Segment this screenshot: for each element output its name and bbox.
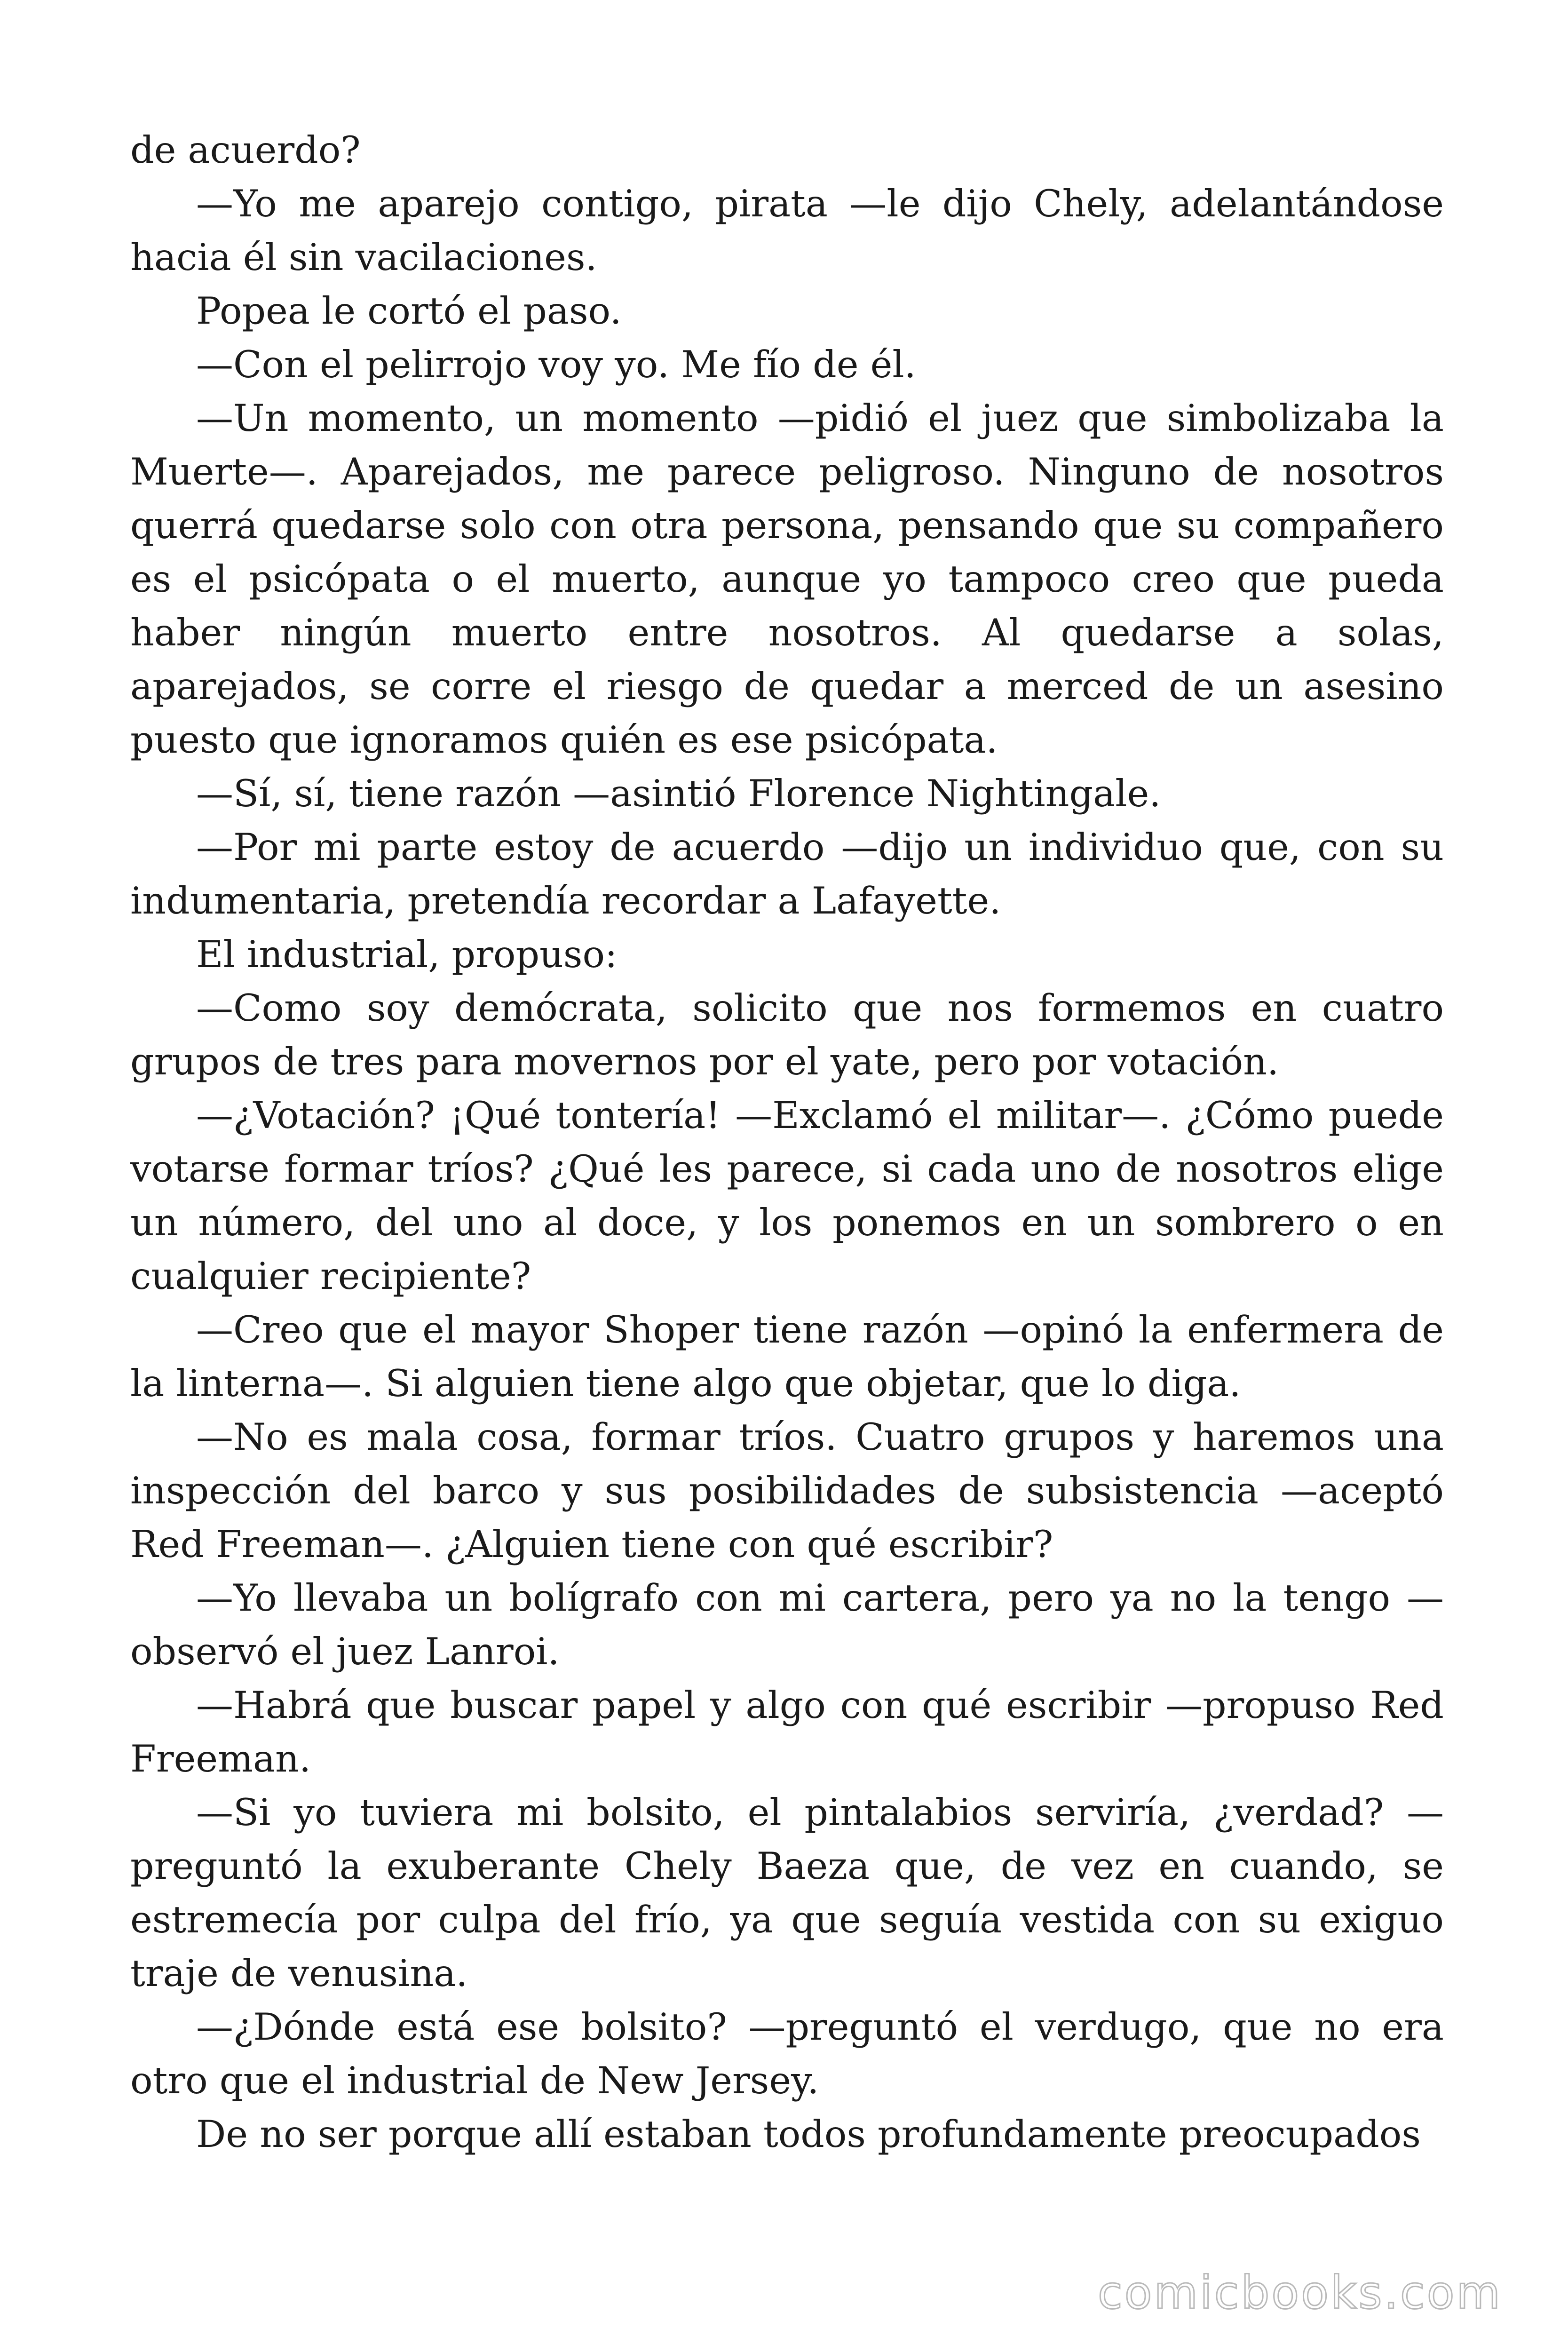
watermark: comicbooks.com	[1097, 2266, 1502, 2319]
paragraph: El industrial, propuso:	[196, 933, 618, 976]
paragraph: —Creo que el mayor Shoper tiene razón —opinó la enfermera de la linterna—. Si alguien tiene algo que objetar, que lo diga.	[130, 1308, 1444, 1405]
paragraph: —No es mala cosa, formar tríos. Cuatro grupos y haremos una inspección del barco y sus posibilidades de subsistencia —aceptó Red Freeman—. ¿Alguien tiene con qué escribir?	[130, 1415, 1444, 1566]
paragraph: —Como soy demócrata, solicito que nos formemos en cuatro grupos de tres para movernos por el yate, pero por votación.	[130, 986, 1444, 1083]
paragraph: —Un momento, un momento —pidió el juez que simbolizaba la Muerte—. Aparejados, me parece peligroso. Ninguno de nosotros querrá quedarse solo con otra persona, pensando que su compañero es el psicópata o el muerto, aunque yo tampoco creo que pueda haber ningún muerto entre nosotros. Al quedarse a solas, aparejados, se corre el riesgo de quedar a merced de un asesino puesto que ignoramos quién es ese psicópata.	[130, 397, 1444, 762]
paragraph: Popea le cortó el paso.	[196, 289, 622, 333]
paragraph: —Sí, sí, tiene razón —asintió Florence Nightingale.	[196, 772, 1161, 815]
paragraph: De no ser porque allí estaban todos profundamente preocupados	[196, 2113, 1421, 2156]
paragraph: —¿Dónde está ese bolsito? —preguntó el verdugo, que no era otro que el industrial de New Jersey.	[130, 2005, 1444, 2102]
paragraph: —Por mi parte estoy de acuerdo —dijo un individuo que, con su indumentaria, pretendía recordar a Lafayette.	[130, 826, 1444, 922]
paragraph: —Habrá que buscar papel y algo con qué escribir —propuso Red Freeman.	[130, 1684, 1444, 1780]
paragraph: —Yo llevaba un bolígrafo con mi cartera, pero ya no la tengo — observó el juez Lanroi.	[130, 1576, 1444, 1673]
paragraph: —Yo me aparejo contigo, pirata —le dijo Chely, adelantándose hacia él sin vacilaciones.	[130, 182, 1444, 279]
paragraph: —¿Votación? ¡Qué tontería! —Exclamó el militar—. ¿Cómo puede votarse formar tríos? ¿Qué les parece, si cada uno de nosotros elige un número, del uno al doce, y los ponemos en un sombrero o en cualquier recipiente?	[130, 1094, 1444, 1298]
body-text	[130, 123, 1444, 2161]
paragraph: de acuerdo?	[130, 128, 361, 172]
paragraph: —Con el pelirrojo voy yo. Me fío de él.	[196, 343, 916, 386]
paragraph: —Si yo tuviera mi bolsito, el pintalabios serviría, ¿verdad? — preguntó la exuberante Chely Baeza que, de vez en cuando, se estremecía por culpa del frío, ya que seguía vestida con su exiguo traje de venusina.	[130, 1791, 1444, 1995]
